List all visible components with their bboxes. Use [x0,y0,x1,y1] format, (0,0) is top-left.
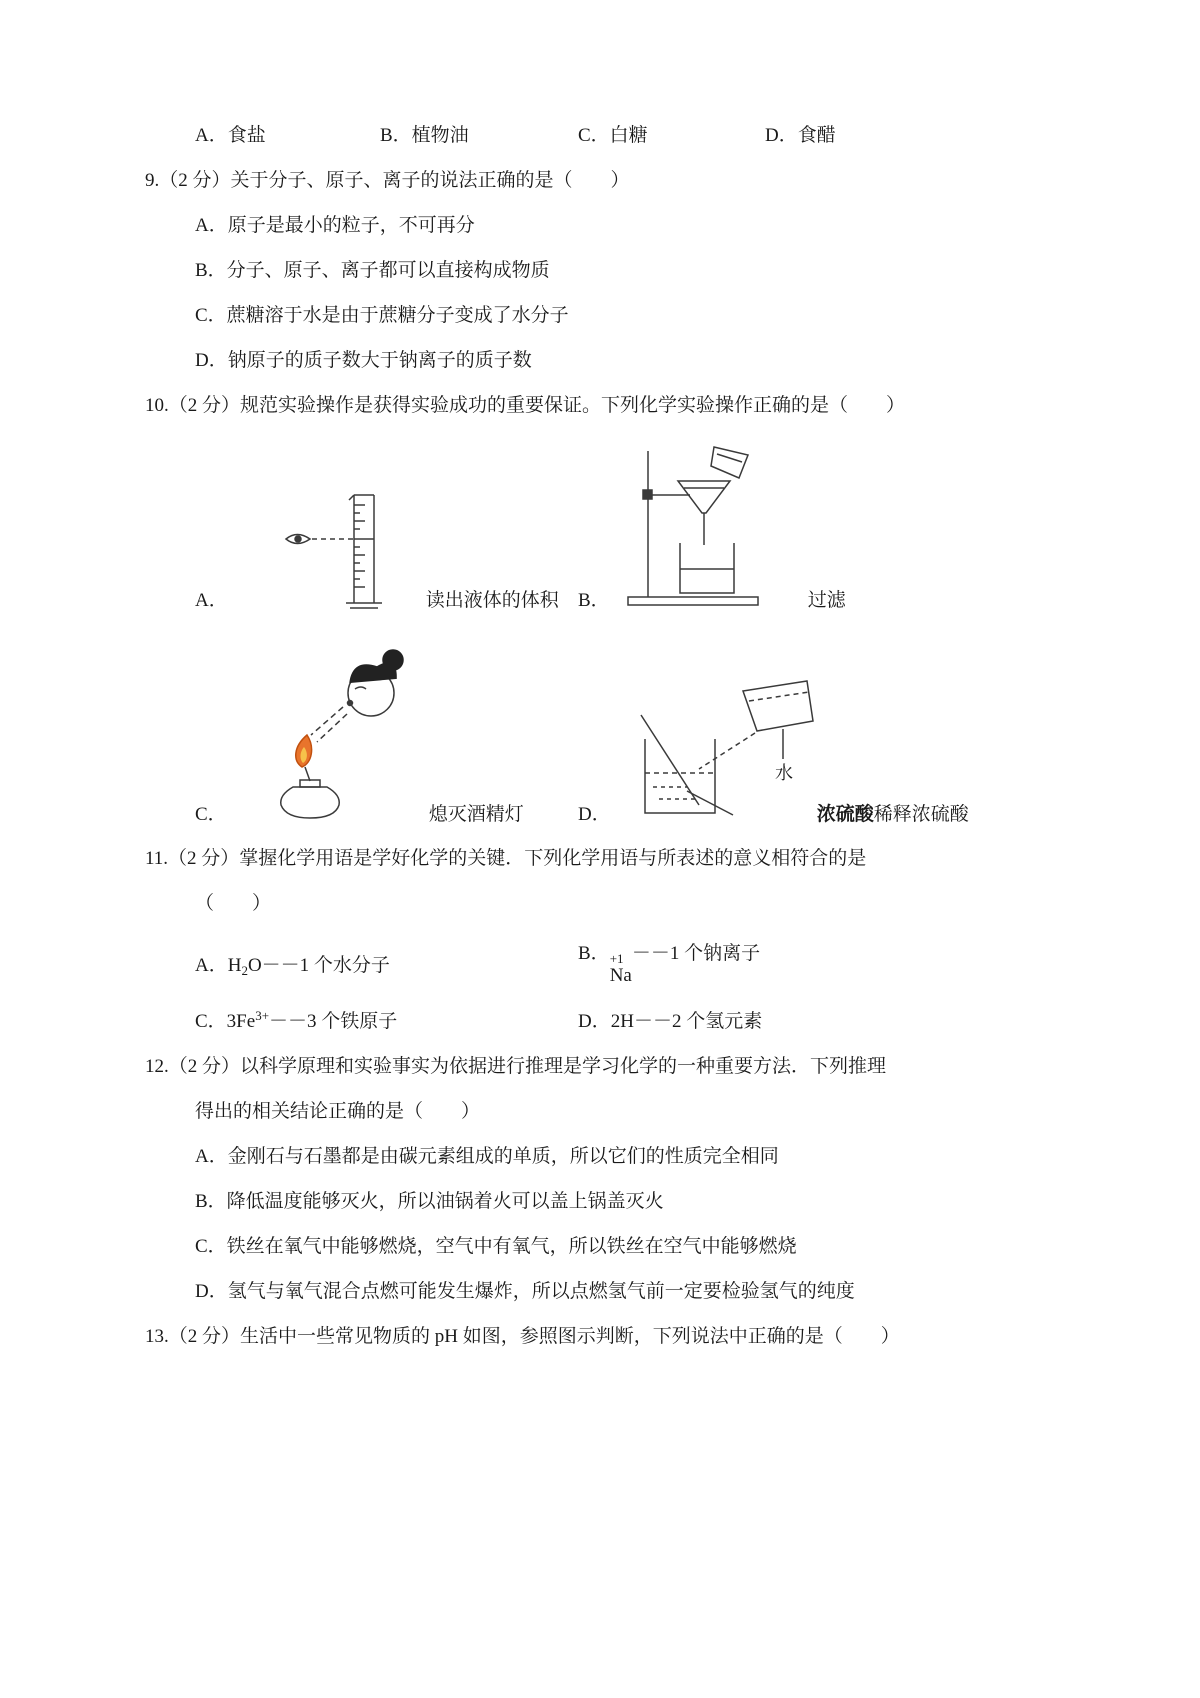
q12-option-b: B．降低温度能够灭火，所以油锅着火可以盖上锅盖灭火 [195,1191,664,1212]
q10-figure-b [578,443,846,615]
q10-figure-c [195,643,578,829]
q10-stem: 10.（2 分）规范实验操作是获得实验成功的重要保证。下列化学实验操作正确的是（ ） [145,395,906,416]
q11-stem-line2: （ ） [195,893,272,914]
q12-stem-line2: 得出的相关结论正确的是（ ） [195,1101,481,1122]
q10-image-row-2 [145,631,1110,829]
filtration-setup-figure [618,443,778,615]
q10-figure-b-caption: 过滤 [807,590,846,611]
q10-figure-c-label: C． [195,804,227,825]
q11-option-d: D．2H－－2 个氢元素 [578,1011,763,1032]
graduated-cylinder-reading-figure [280,487,420,615]
q11-options-row-1 [145,940,1110,985]
water-label: 水 [774,763,793,783]
q8-option-d: D．食醋 [765,125,836,146]
q8-option-b: B．植物油 [380,125,469,146]
na-ion-notation: +1 Na [609,951,632,986]
q10-figure-a-label: A． [195,590,228,611]
q11-options-row-2 [145,1002,1110,1036]
q10-figure-d-caption: 稀释浓硫酸 [873,804,969,825]
q10-figure-b-label: B． [578,590,610,611]
q9-option-d: D．钠原子的质子数大于钠离子的质子数 [195,350,532,371]
q12-option-a: A．金刚石与石墨都是由碳元素组成的单质，所以它们的性质完全相同 [195,1146,779,1167]
q10-figure-a-caption: 读出液体的体积 [425,590,559,611]
q10-figure-c-caption: 熄灭酒精灯 [428,804,524,825]
q12-option-d: D．氢气与氧气混合点燃可能发生爆炸，所以点燃氢气前一定要检验氢气的纯度 [195,1281,855,1302]
q10-figure-d-label: D． [578,804,611,825]
acid-label: 浓硫酸 [816,804,874,825]
q12-stem-line1: 12.（2 分）以科学原理和实验事实为依据进行推理是学习化学的一种重要方法．下列推理 [145,1056,887,1077]
superscript: 3+ [255,1008,270,1023]
q12-option-c: C．铁丝在氧气中能够燃烧，空气中有氧气，所以铁丝在空气中能够燃烧 [195,1236,797,1257]
q11-option-c: C．$3Fe^{3+}--3$ 个铁原子 [195,1008,398,1032]
q9-option-a: A．原子是最小的粒子，不可再分 [195,215,475,236]
q8-option-a: A．食盐 [195,125,266,146]
subscript: 2 [241,963,248,978]
blow-out-alcohol-lamp-figure [249,643,421,829]
q11-stem-line1: 11.（2 分）掌握化学用语是学好化学的关键．下列化学用语与所表述的意义相符合的是 [145,848,867,869]
q9-option-c: C．蔗糖溶于水是由于蔗糖分子变成了水分子 [195,305,569,326]
q8-option-c: C．白糖 [578,125,648,146]
q10-figure-a [195,487,578,615]
dilute-sulfuric-acid-figure [625,677,815,829]
q9-stem: 9.（2 分）关于分子、原子、离子的说法正确的是（ ） [145,170,630,191]
q10-figure-d [578,677,969,829]
q9-option-b: B．分子、原子、离子都可以直接构成物质 [195,260,550,281]
q11-option-b: B． +1 Na －－1 个钠离子 [578,943,761,986]
q11-option-a: A．$H_2O--1$ 个水分子 [195,955,390,978]
q8-options-row [145,122,1110,150]
q10-image-row-1 [145,437,1110,615]
q13-stem: 13.（2 分）生活中一些常见物质的 pH 如图，参照图示判断，下列说法中正确的是（ ） [145,1326,900,1347]
